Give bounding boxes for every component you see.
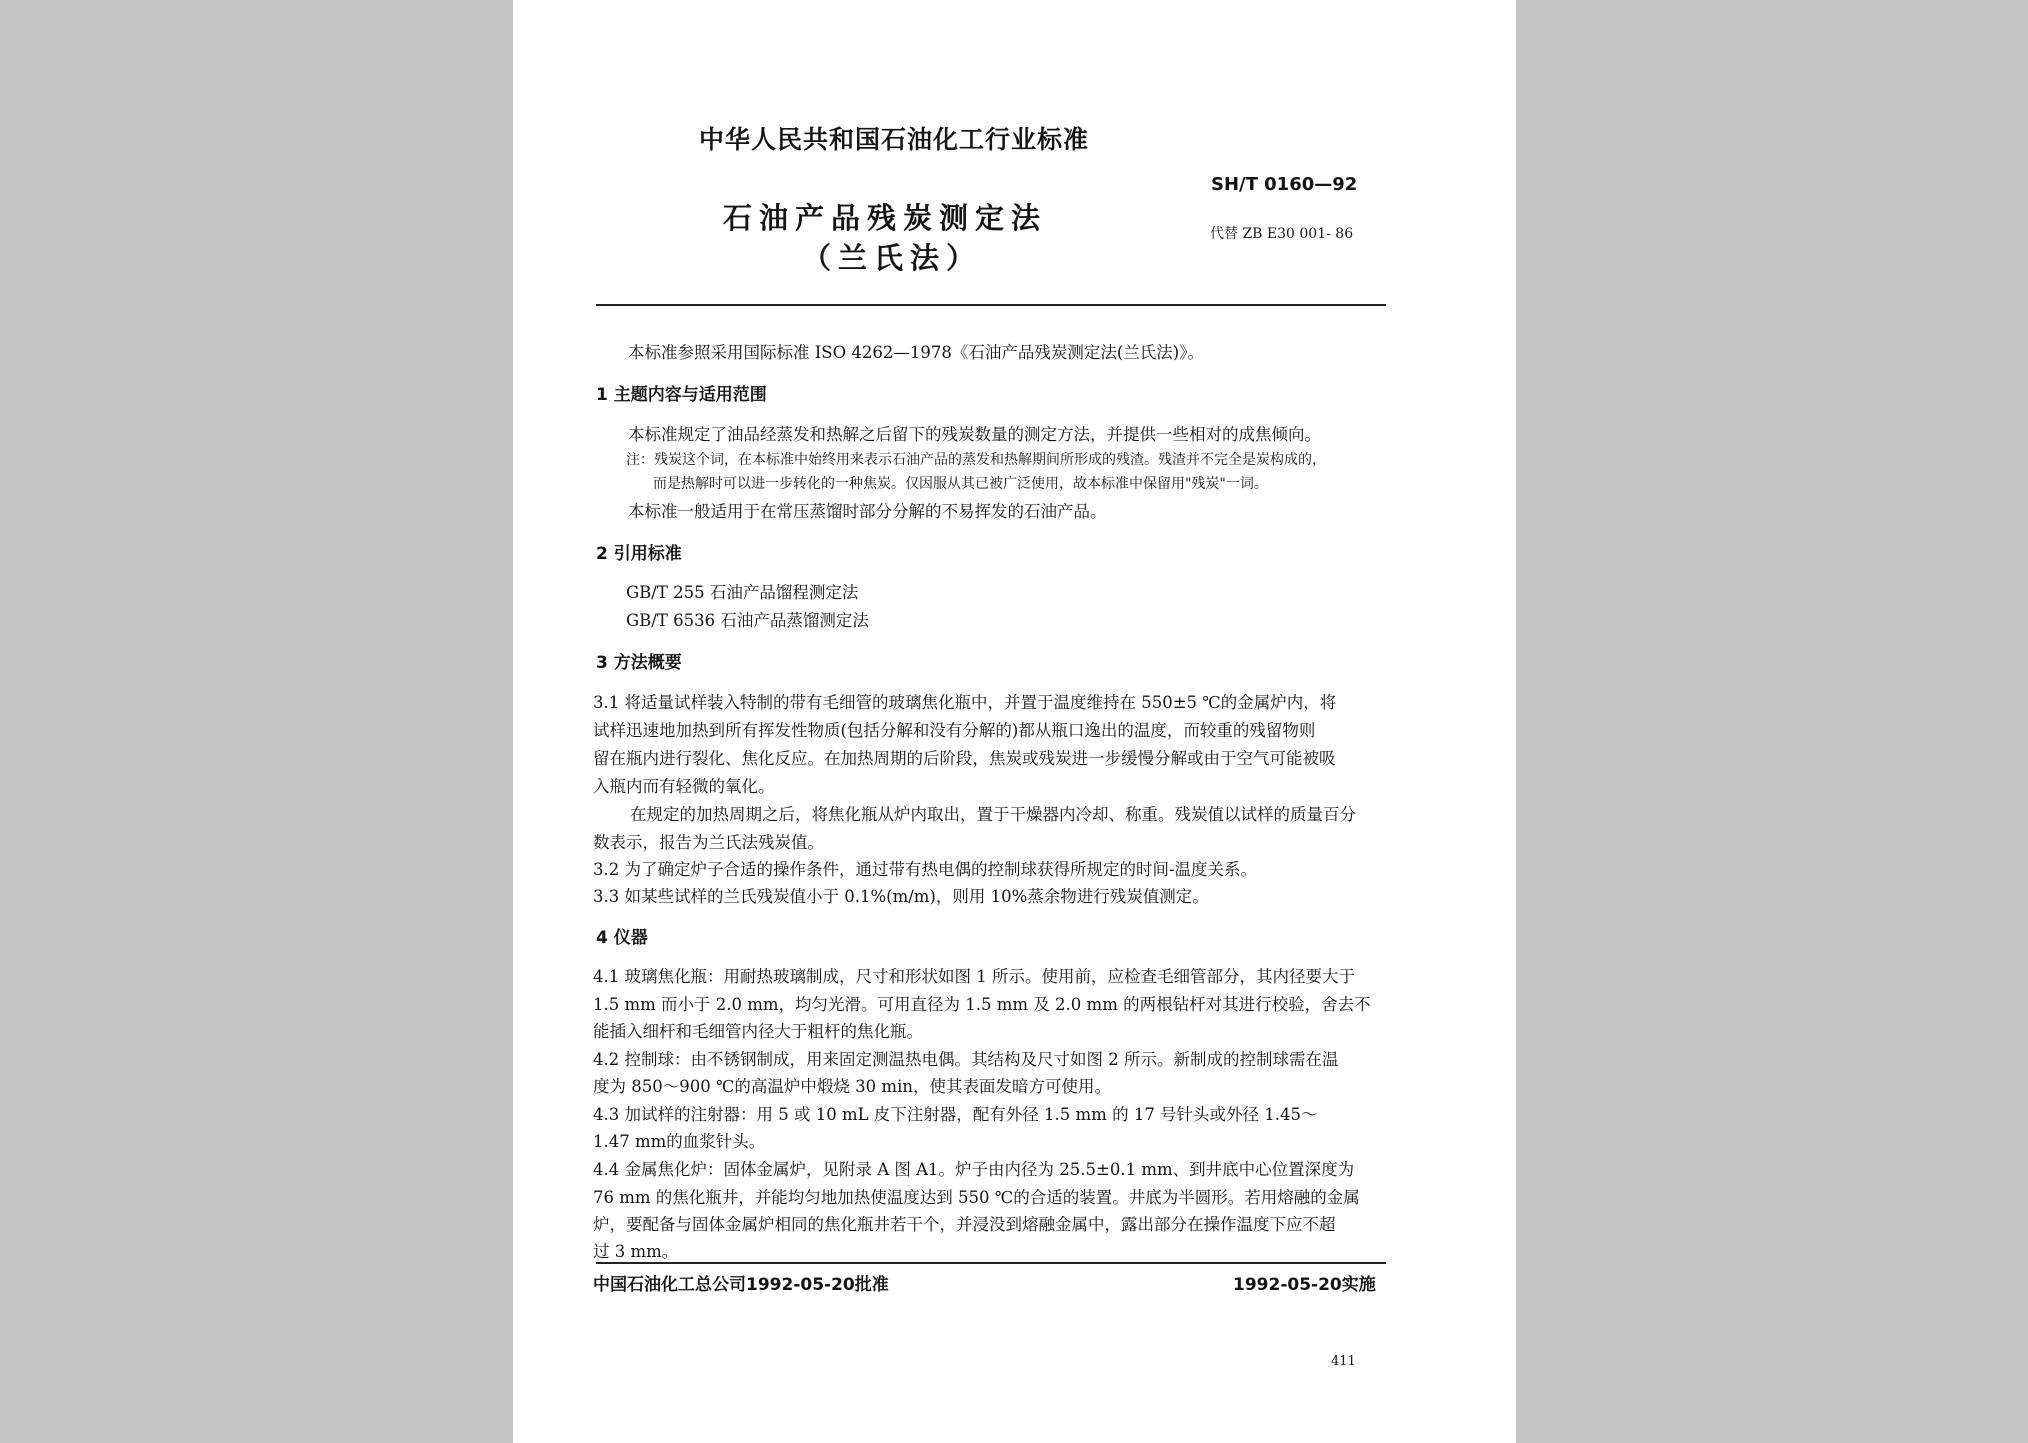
section-1-paragraph: 本标准规定了油品经蒸发和热解之后留下的残炭数量的测定方法，并提供一些相对的成焦倾向。 — [628, 425, 1321, 444]
approval-date: 中国石油化工总公司1992-05-20批准 — [593, 1275, 889, 1295]
section-3-line: 入瓶内而有轻微的氧化。 — [593, 777, 775, 796]
section-1-paragraph: 本标准一般适用于在常压蒸馏时部分分解的不易挥发的石油产品。 — [628, 502, 1107, 521]
section-3-line: 3.2 为了确定炉子合适的操作条件，通过带有热电偶的控制球获得所规定的时间-温度关系。 — [593, 860, 1258, 879]
document-title: 石油产品残炭测定法 — [723, 201, 1048, 235]
section-4-line: 4.2 控制球：由不锈钢制成，用来固定测温热电偶。其结构及尺寸如图 2 所示。新制成的控制球需在温 — [593, 1050, 1339, 1069]
section-1-note-line: 而是热解时可以进一步转化的一种焦炭。仅因服从其已被广泛使用，故本标准中保留用"残炭"一词。 — [653, 476, 1268, 492]
document-subtitle: （兰氏法） — [802, 241, 983, 275]
section-4-line: 4.4 金属焦化炉：固体金属炉，见附录 A 图 A1。炉子由内径为 25.5±0.1 mm、到井底中心位置深度为 — [593, 1160, 1355, 1179]
section-4-heading: 4 仪器 — [596, 928, 648, 948]
section-4-line: 过 3 mm。 — [593, 1242, 679, 1261]
section-3-line: 在规定的加热周期之后，将焦化瓶从炉内取出，置于干燥器内冷却、称重。残炭值以试样的质量百分 — [630, 805, 1356, 824]
intro-paragraph: 本标准参照采用国际标准 ISO 4262—1978《石油产品残炭测定法(兰氏法)》。 — [628, 343, 1204, 362]
section-4-line: 能插入细杆和毛细管内径大于粗杆的焦化瓶。 — [593, 1022, 923, 1041]
header-divider — [596, 304, 1386, 306]
effective-date: 1992-05-20实施 — [1233, 1275, 1376, 1295]
section-4-line: 1.5 mm 而小于 2.0 mm，均匀光滑。可用直径为 1.5 mm 及 2.0 mm 的两根钻杆对其进行校验，舍去不 — [593, 995, 1371, 1014]
section-3-heading: 3 方法概要 — [596, 653, 682, 673]
replaces-standard: 代替 ZB E30 001- 86 — [1210, 226, 1354, 242]
section-3-line: 留在瓶内进行裂化、焦化反应。在加热周期的后阶段，焦炭或残炭进一步缓慢分解或由于空气可能被吸 — [593, 749, 1336, 768]
standard-code: SH/T 0160—92 — [1211, 174, 1358, 195]
section-1-note-line: 注：残炭这个词，在本标准中始终用来表示石油产品的蒸发和热解期间所形成的残渣。残渣并不完全是炭构成的， — [626, 452, 1326, 468]
page-number: 411 — [1331, 1354, 1356, 1369]
section-4-line: 度为 850～900 ℃的高温炉中煅烧 30 min，使其表面发暗方可使用。 — [593, 1077, 1111, 1096]
section-1-heading: 1 主题内容与适用范围 — [596, 385, 767, 405]
document-page — [513, 0, 1516, 1443]
section-3-line: 3.3 如某些试样的兰氏残炭值小于 0.1%(m/m)，则用 10%蒸余物进行残炭值测定。 — [593, 887, 1209, 906]
issuing-organization: 中华人民共和国石油化工行业标准 — [699, 125, 1090, 154]
footer-divider — [596, 1262, 1386, 1264]
section-4-line: 1.47 mm的血浆针头。 — [593, 1132, 766, 1151]
section-3-line: 数表示，报告为兰氏法残炭值。 — [593, 833, 824, 852]
reference-item: GB/T 6536 石油产品蒸馏测定法 — [626, 611, 869, 630]
reference-item: GB/T 255 石油产品馏程测定法 — [626, 583, 859, 602]
section-4-line: 76 mm 的焦化瓶井，并能均匀地加热使温度达到 550 ℃的合适的装置。井底为半圆形。若用熔融的金属 — [593, 1188, 1360, 1207]
section-4-line: 4.3 加试样的注射器：用 5 或 10 mL 皮下注射器，配有外径 1.5 mm 的 17 号针头或外径 1.45～ — [593, 1105, 1318, 1124]
section-2-heading: 2 引用标准 — [596, 544, 682, 564]
section-3-line: 试样迅速地加热到所有挥发性物质(包括分解和没有分解的)都从瓶口逸出的温度，而较重的残留物则 — [593, 721, 1316, 740]
section-4-line: 炉，要配备与固体金属炉相同的焦化瓶井若干个，并浸没到熔融金属中，露出部分在操作温度下应不超 — [593, 1215, 1336, 1234]
section-3-line: 3.1 将适量试样装入特制的带有毛细管的玻璃焦化瓶中，并置于温度维持在 550±5 ℃的金属炉内，将 — [593, 693, 1337, 712]
section-4-line: 4.1 玻璃焦化瓶：用耐热玻璃制成，尺寸和形状如图 1 所示。使用前，应检查毛细管部分，其内径要大于 — [593, 967, 1355, 986]
